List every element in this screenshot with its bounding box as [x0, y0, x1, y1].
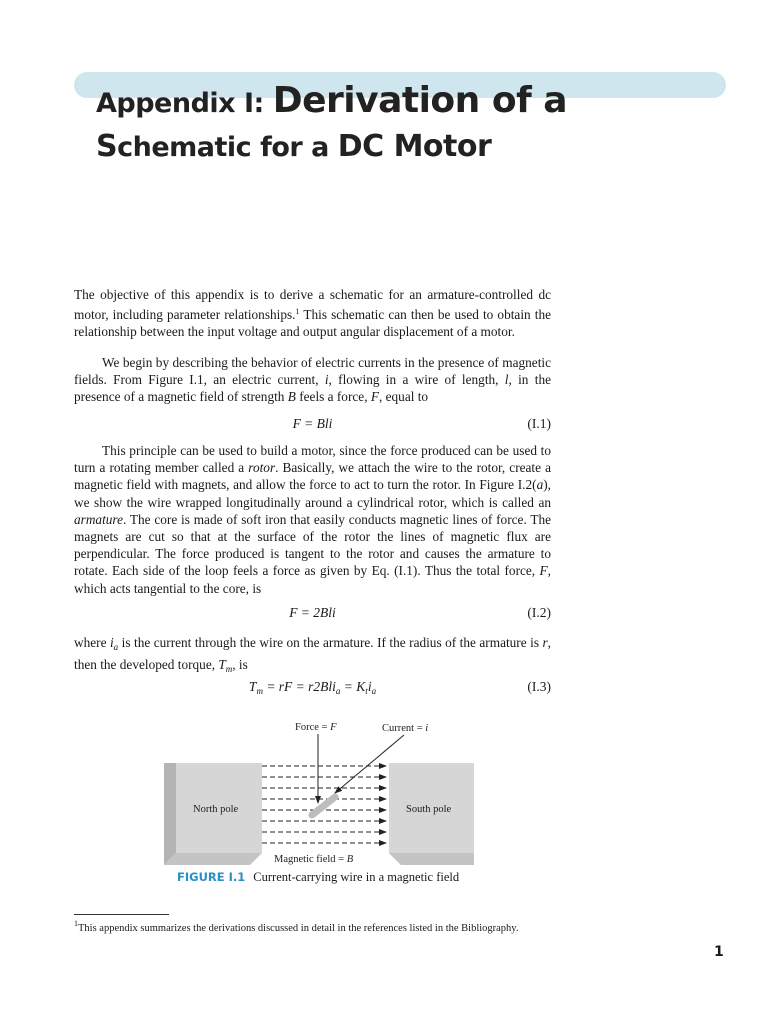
footnote-ref: 1: [295, 307, 300, 317]
text-run: , then the developed torque,: [74, 635, 551, 673]
var-i: i: [109, 635, 114, 650]
equation-expression: F = 2Bli: [289, 605, 336, 620]
text-run: , which acts tangential to the core, is: [74, 563, 551, 596]
figure-caption-text: Current-carrying wire in a magnetic field: [253, 870, 460, 884]
text-run: The objective of this appendix is to derive a schematic for an armature-controlled dc motor, including parameter relationships.: [74, 287, 551, 323]
text-run: where: [74, 635, 110, 650]
page-title: [96, 80, 567, 166]
footnote-text: This appendix summarizes the derivations discussed in detail in the references listed in the Bibliography.: [78, 923, 519, 934]
equation-i2: [74, 605, 551, 625]
footnote: [74, 919, 519, 934]
equation-expression: [74, 679, 551, 696]
text-run: , equal to: [378, 389, 429, 405]
paragraph-rotor: [74, 442, 551, 597]
current-label: Current = i: [382, 723, 429, 734]
subscript-m: m: [225, 664, 233, 675]
eq-K: = K: [340, 679, 366, 694]
equation-number: (I.1): [527, 416, 551, 431]
paragraph-torque: [74, 634, 551, 678]
title-initial-s: S: [96, 129, 118, 164]
eq-sub-t: t: [365, 686, 368, 696]
equation-number: (I.3): [527, 679, 551, 694]
text-run: ), we show the wire wrapped longitudinally around a cylindrical rotor, which is called an: [74, 477, 551, 510]
var-i: i: [324, 372, 329, 388]
var-l: l: [504, 372, 509, 388]
eq-T: T: [248, 679, 257, 694]
var-r: r: [542, 635, 548, 650]
current-carrying-wire: [312, 797, 335, 815]
text-run: This schematic can then be used to obtain the relationship between the input voltage and output angular displacement of a motor.: [74, 307, 551, 340]
title-part-schematic: chematic for a: [117, 132, 338, 163]
text-run: . Basically, we attach the wire to the rotor, create a magnetic field with magnets, and allow the force to act to turn the rotor. In Figure I.2(: [74, 460, 551, 493]
paragraph-objective: [74, 286, 551, 341]
title-part-derivation: Derivation of a: [272, 80, 568, 121]
text-run: . The core is made of soft iron that easily conducts magnetic lines of force. The magnets are cut so that at the surface of the rotor the lines of magnetic flux are perpendicular. The force produced is tangent to the rotor and causes the armature to rotate. Each side of the loop feels a force as given by Eq. (I.1). Thus the total force,: [74, 511, 551, 579]
subscript-a: a: [113, 642, 119, 652]
title-part-appendix: Appendix I:: [96, 88, 273, 119]
term-rotor: rotor: [248, 460, 276, 476]
eq-sub-a: a: [371, 686, 377, 696]
var-a: a: [536, 477, 544, 493]
text-run: , in the presence of a magnetic field of strength: [74, 372, 551, 405]
figure-caption-label: FIGURE I.1: [177, 870, 246, 884]
equation-i1: [74, 416, 551, 436]
eq-i: i: [367, 679, 372, 694]
south-pole-bottom: [389, 853, 474, 865]
text-run: This principle can be used to build a motor, since the force produced can be used to turn a rotating member called a: [74, 443, 551, 476]
footnote-mark: 1: [74, 919, 78, 928]
eq-sub-m: m: [256, 686, 263, 696]
eq-mid: = rF = r2Bli: [262, 679, 336, 694]
page-number: 1: [714, 944, 724, 960]
north-pole-label: North pole: [193, 804, 239, 815]
figure-magnetic-field-diagram: [160, 715, 490, 870]
north-pole-bottom: [164, 853, 262, 865]
north-pole-side: [164, 763, 176, 865]
term-armature: armature: [74, 511, 123, 527]
text-run: is the current through the wire on the armature. If the radius of the armature is: [118, 635, 543, 650]
south-pole-label: South pole: [406, 804, 452, 815]
text-run: We begin by describing the behavior of electric currents in the presence of magnetic fields. From Figure I.1, an electric current,: [74, 355, 551, 388]
figure-caption: [177, 870, 459, 885]
var-B: B: [287, 389, 296, 405]
eq-sub-a: a: [335, 686, 341, 696]
text-run: , flowing in a wire of length,: [328, 372, 505, 388]
paragraph-currents: [74, 354, 551, 406]
var-T: T: [218, 657, 226, 673]
equation-expression: F = Bli: [292, 416, 333, 431]
var-F: F: [539, 563, 548, 579]
title-part-dc-motor: DC Motor: [337, 129, 492, 164]
text-run: feels a force,: [295, 389, 371, 405]
equation-number: (I.2): [527, 605, 551, 620]
force-label: Force = F: [295, 722, 337, 733]
magnetic-field-label: Magnetic field = B: [274, 854, 354, 865]
text-run: , is: [232, 657, 248, 673]
footnote-rule: [74, 914, 169, 915]
var-F: F: [370, 389, 379, 405]
equation-i3: [74, 679, 551, 699]
